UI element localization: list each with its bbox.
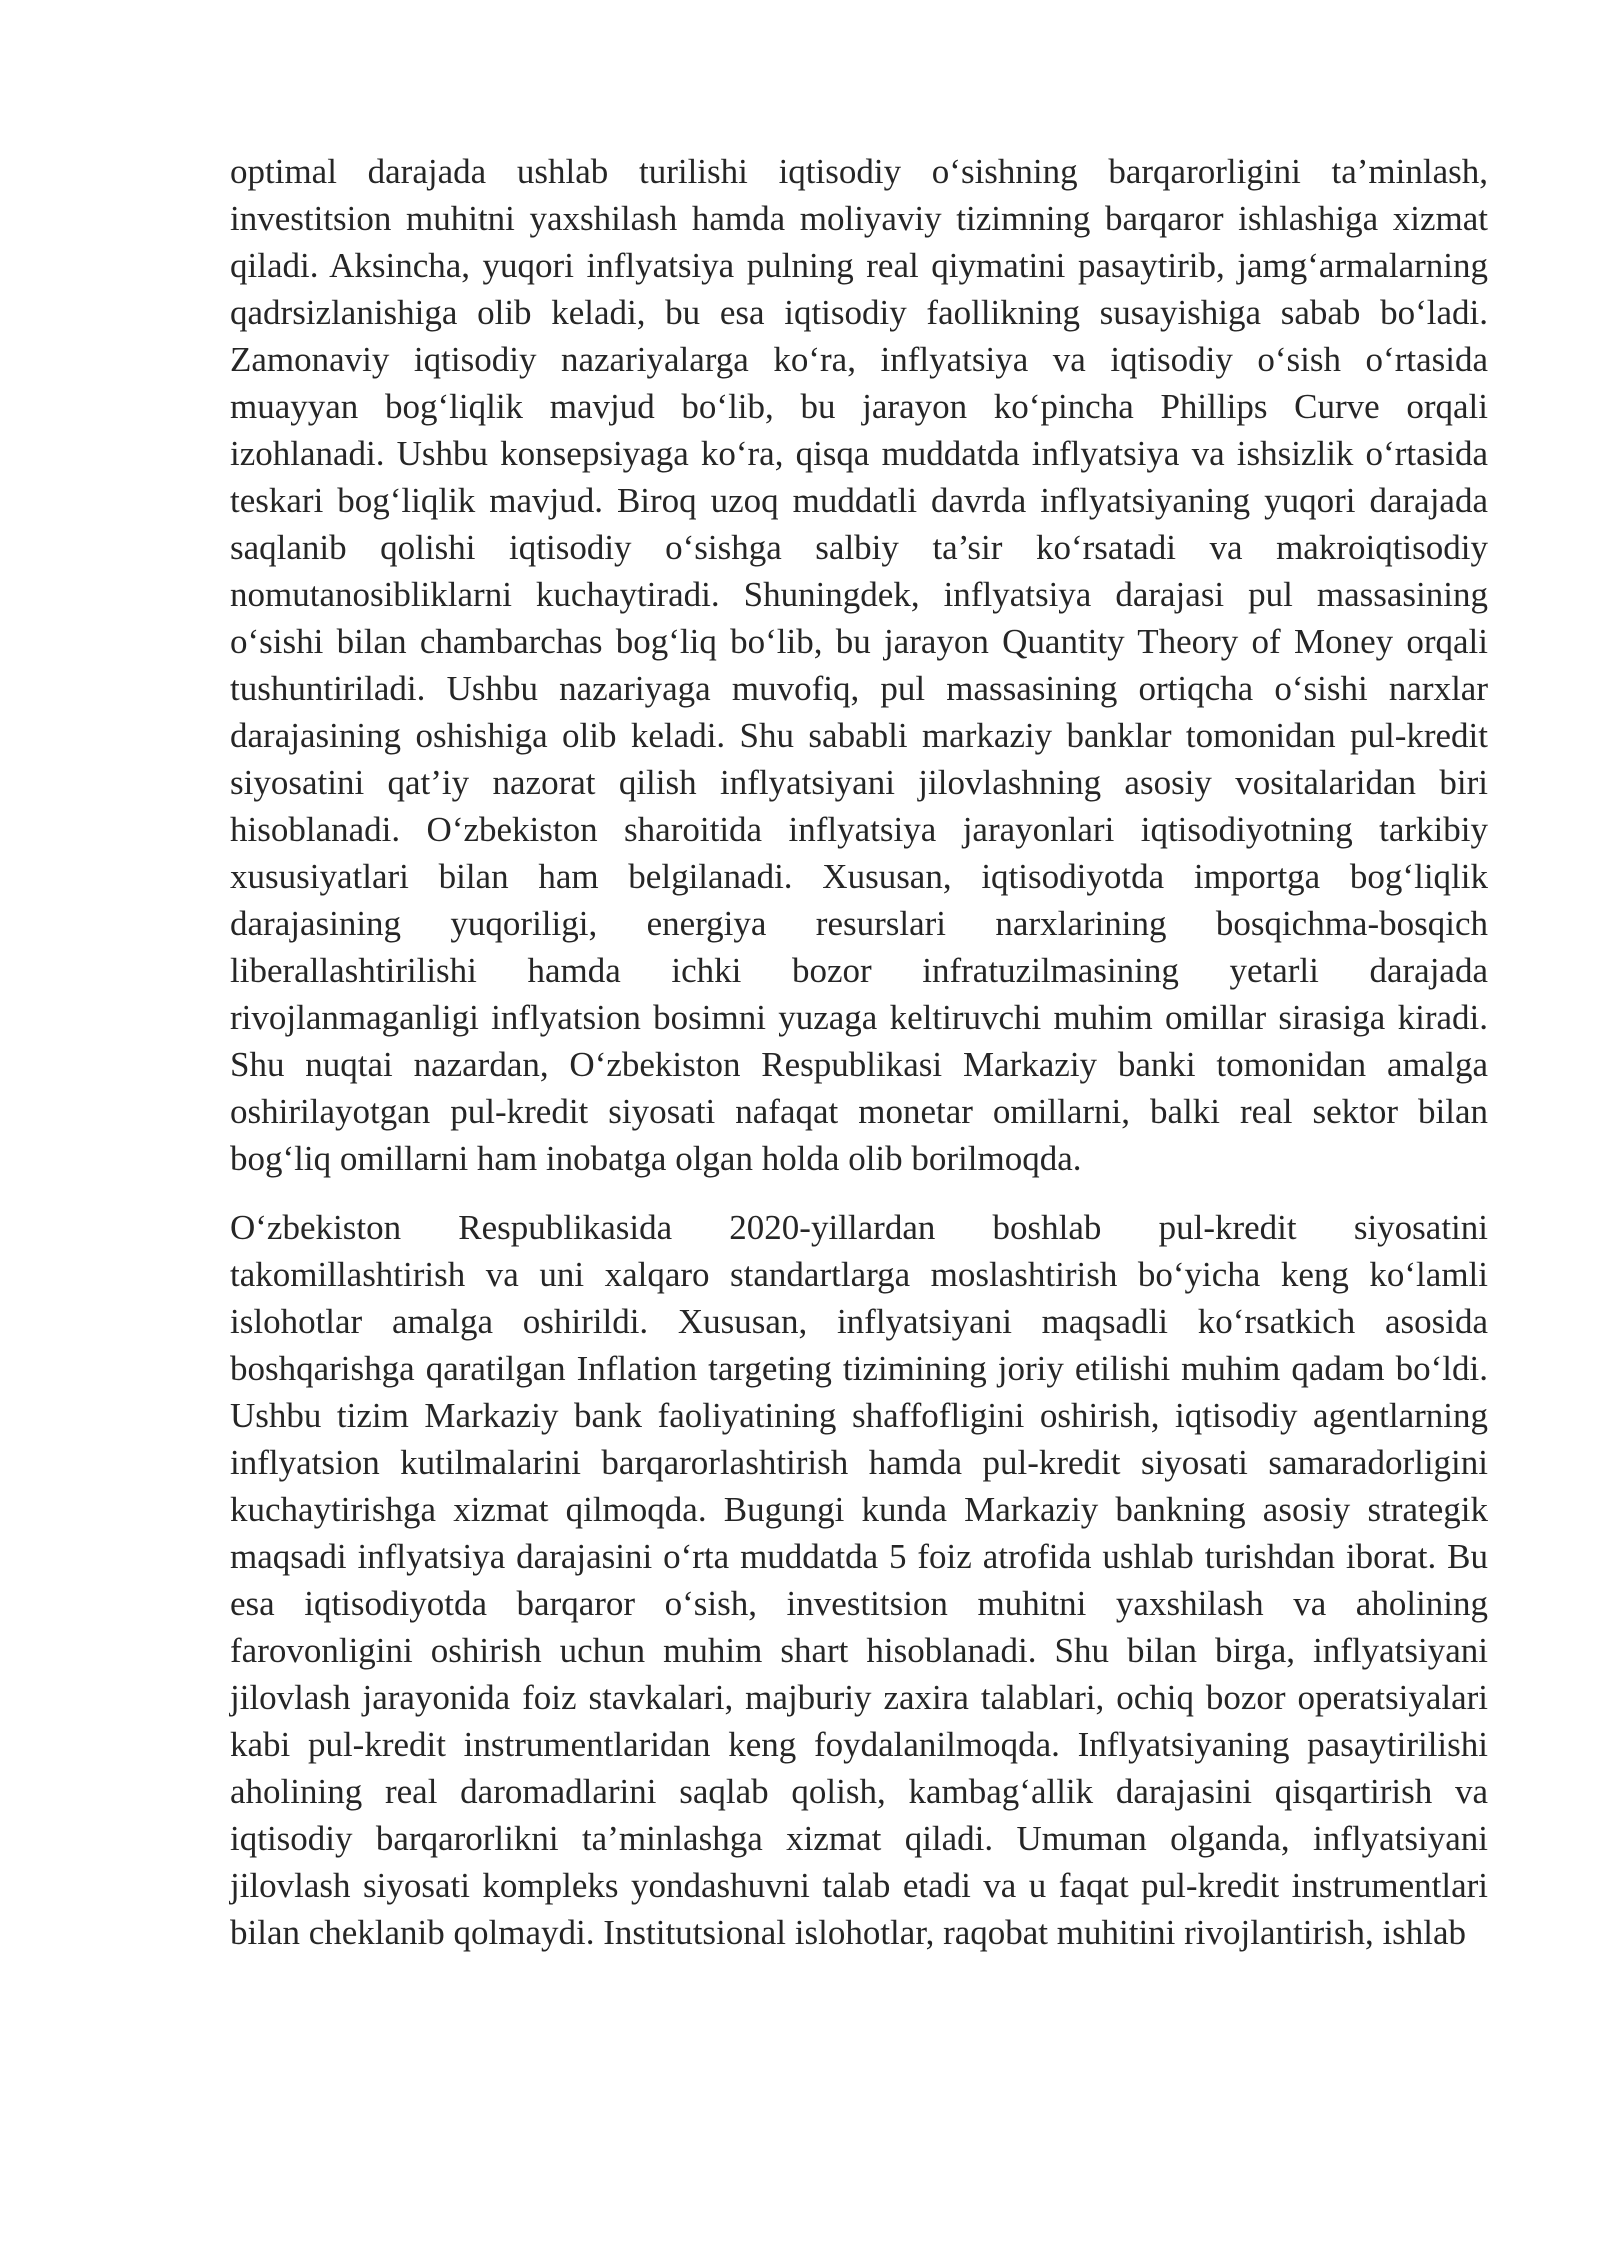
body-text (230, 148, 1488, 1956)
paragraph-2: O‘zbekiston Respublikasida 2020-yillardan boshlab pul-kredit siyosatini takomillashtirish va uni xalqaro standartlarga moslashtirish bo‘yicha keng ko‘lamli islohotlar amalga oshirildi. Xususan, inflyatsiyani maqsadli ko‘rsatkich asosida boshqarishga qaratilgan Inflation targeting tizimining joriy etilishi muhim qadam bo‘ldi. Ushbu tizim Markaziy bank faoliyatining shaffofligini oshirish, iqtisodiy agentlarning inflyatsion kutilmalarini barqarorlashtirish hamda pul-kredit siyosati samaradorligini kuchaytirishga xizmat qilmoqda. Bugungi kunda Markaziy bankning asosiy strategik maqsadi inflyatsiya darajasini o‘rta muddatda 5 foiz atrofida ushlab turishdan iborat. Bu esa iqtisodiyotda barqaror o‘sish, investitsion muhitni yaxshilash va aholining farovonligini oshirish uchun muhim shart hisoblanadi. Shu bilan birga, inflyatsiyani jilovlash jarayonida foiz stavkalari, majburiy zaxira talablari, ochiq bozor operatsiyalari kabi pul-kredit instrumentlaridan keng foydalanilmoqda. Inflyatsiyaning pasaytirilishi aholining real daromadlarini saqlab qolish, kambag‘allik darajasini qisqartirish va iqtisodiy barqarorlikni ta’minlashga xizmat qiladi. Umuman olganda, inflyatsiyani jilovlash siyosati kompleks yondashuvni talab etadi va u faqat pul-kredit instrumentlari bilan cheklanib qolmaydi. Institutsional islohotlar, raqobat muhitini rivojlantirish, ishlab (230, 1208, 1488, 1952)
paragraph-1: optimal darajada ushlab turilishi iqtisodiy o‘sishning barqarorligini ta’minlash, investitsion muhitni yaxshilash hamda moliyaviy tizimning barqaror ishlashiga xizmat qiladi. Aksincha, yuqori inflyatsiya pulning real qiymatini pasaytirib, jamg‘armalarning qadrsizlanishiga olib keladi, bu esa iqtisodiy faollikning susayishiga sabab bo‘ladi. Zamonaviy iqtisodiy nazariyalarga ko‘ra, inflyatsiya va iqtisodiy o‘sish o‘rtasida muayyan bog‘liqlik mavjud bo‘lib, bu jarayon ko‘pincha Phillips Curve orqali izohlanadi. Ushbu konsepsiyaga ko‘ra, qisqa muddatda inflyatsiya va ishsizlik o‘rtasida teskari bog‘liqlik mavjud. Biroq uzoq muddatli davrda inflyatsiyaning yuqori darajada saqlanib qolishi iqtisodiy o‘sishga salbiy ta’sir ko‘rsatadi va makroiqtisodiy nomutanosibliklarni kuchaytiradi. Shuningdek, inflyatsiya darajasi pul massasining o‘sishi bilan chambarchas bog‘liq bo‘lib, bu jarayon Quantity Theory of Money orqali tushuntiriladi. Ushbu nazariyaga muvofiq, pul massasining ortiqcha o‘sishi narxlar darajasining oshishiga olib keladi. Shu sababli markaziy banklar tomonidan pul-kredit siyosatini qat’iy nazorat qilish inflyatsiyani jilovlashning asosiy vositalaridan biri hisoblanadi. O‘zbekiston sharoitida inflyatsiya jarayonlari iqtisodiyotning tarkibiy xususiyatlari bilan ham belgilanadi. Xususan, iqtisodiyotda importga bog‘liqlik darajasining yuqoriligi, energiya resurslari narxlarining bosqichma-bosqich liberallashtirilishi hamda ichki bozor infratuzilmasining yetarli darajada rivojlanmaganligi inflyatsion bosimni yuzaga keltiruvchi muhim omillar sirasiga kiradi. Shu nuqtai nazardan, O‘zbekiston Respublikasi Markaziy banki tomonidan amalga oshirilayotgan pul-kredit siyosati nafaqat monetar omillarni, balki real sektor bilan bog‘liq omillarni ham inobatga olgan holda olib borilmoqda. (230, 152, 1488, 1178)
